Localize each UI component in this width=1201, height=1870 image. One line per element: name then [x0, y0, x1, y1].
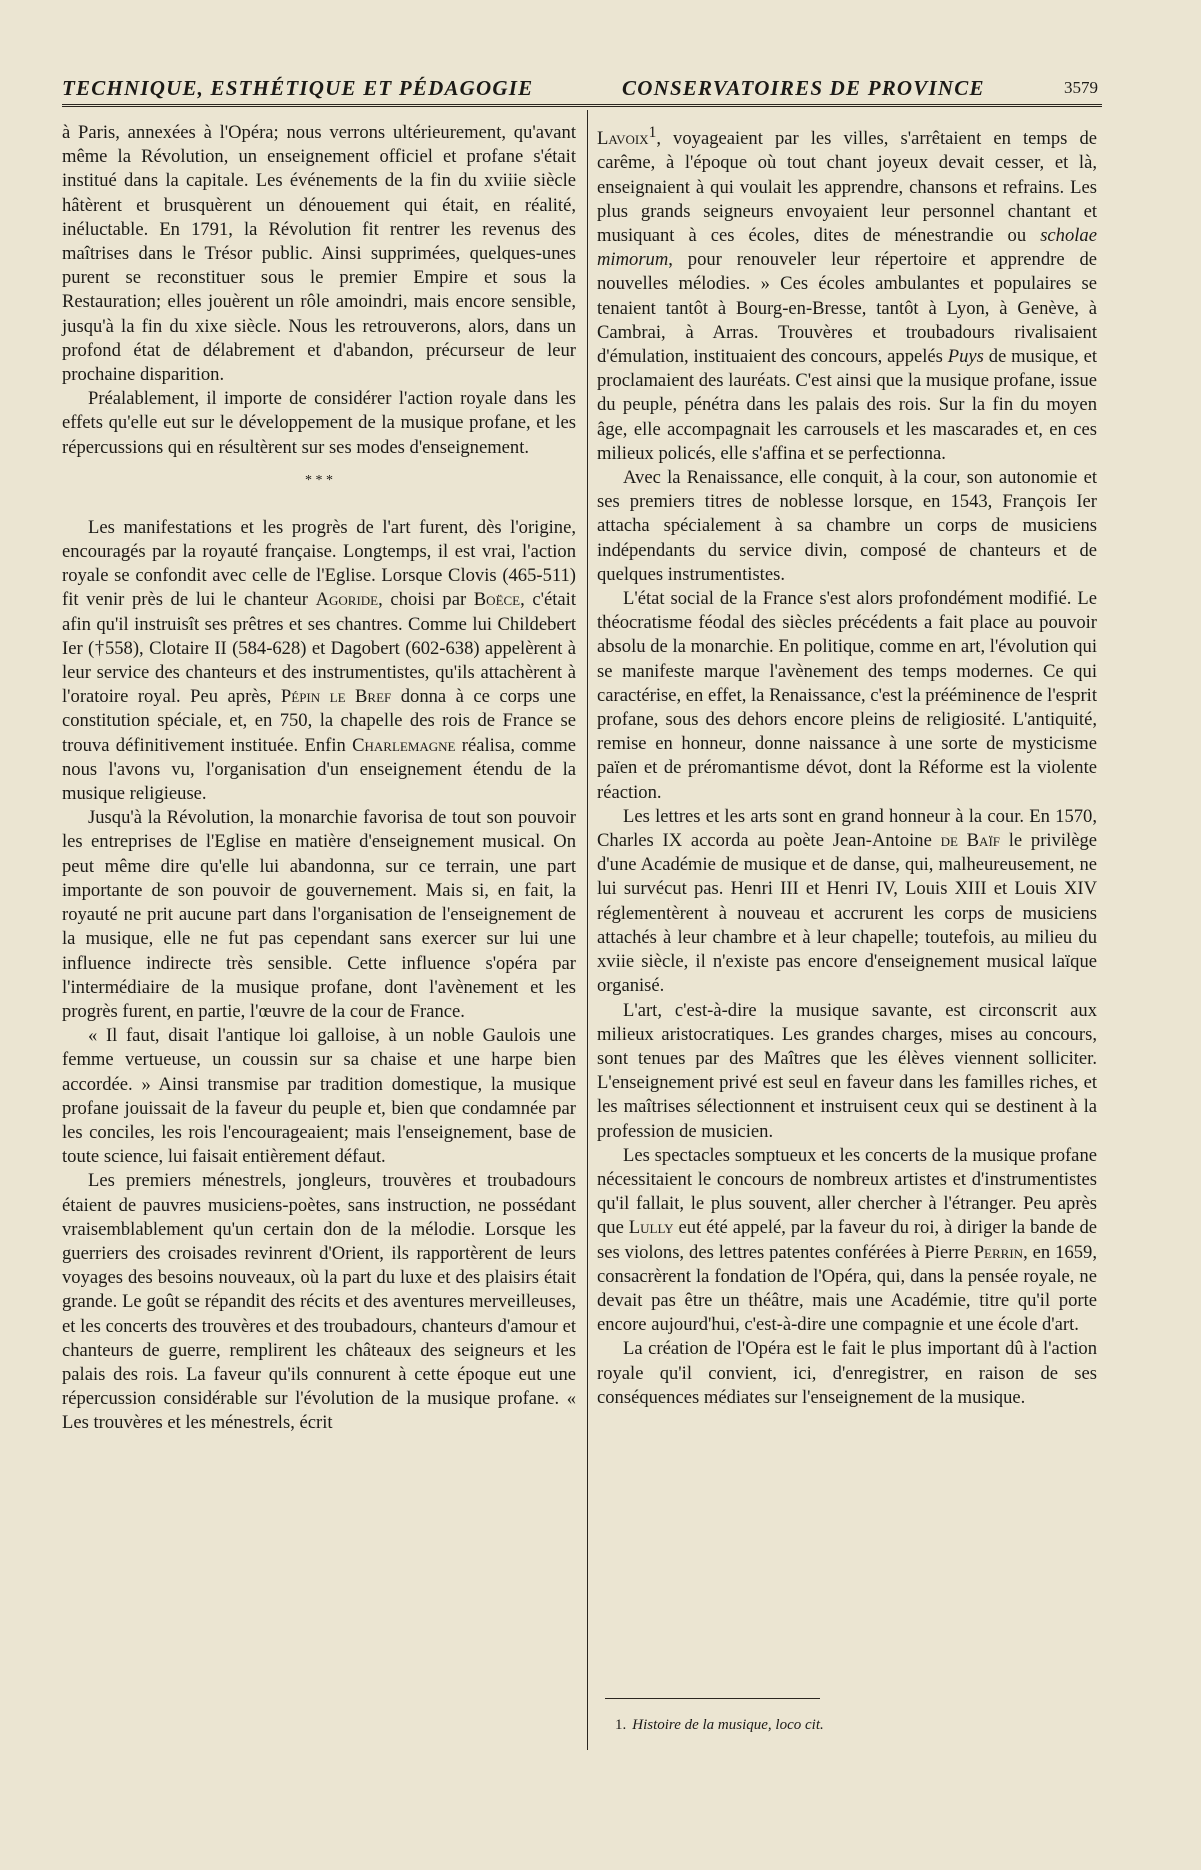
column-divider	[587, 110, 588, 1750]
footnote-rule	[605, 1698, 820, 1699]
left-column	[62, 121, 576, 1436]
name-boece: Boëce	[473, 589, 521, 611]
paragraph: à Paris, annexées à l'Opéra; nous verrons ultérieurement, qu'avant même la Révolution, un enseignement officiel et profane s'était institué dans la capitale. Les événements de la fin du xviiie siècle hâtèrent et brusquèrent un dénouement qui était, en réalité, inéluctable. En 1791, la Révolution fit rentrer les revenus des maîtrises dans le Trésor public. Ainsi supprimées, quelques-unes purent se reconstituer sous le premier Empire et sous la Restauration; elles jouèrent un rôle amoindri, mais encore sensible, jusqu'à la fin du xixe siècle. Nous les retrouverons, alors, dans un profond état de délabrement et d'abandon, précurseur de leur prochaine disparition.	[62, 122, 576, 386]
footnote-number: 1.	[615, 1717, 627, 1733]
name-charlemagne: Charlemagne	[352, 734, 456, 756]
paragraph: Lavoix$^1$, voyageaient par les villes, s'arrêtaient en temps de carême, à l'époque où tout chant joyeux devait cesser, et là, enseignaient à qui voulait les apprendre, chansons et refrains. Les plus grands seigneurs envoyaient leur personnel chantant et musiquant à ces écoles, dites de ménestrandie ou scholae mimorum, pour renouveler leur répertoire et apprendre de nouvelles mélodies. » Ces écoles ambulantes et populaires se tenaient tantôt à Bourg-en-Bresse, tantôt à Lyon, à Genève, à Cambrai, à Arras. Trouvères et troubadours rivalisaient d'émulation, instituaient des concours, appelés Puys de musique, et proclamaient des lauréats. C'est ainsi que la musique profane, issue du peuple, pénétra dans les palais des rois. Sur la fin du moyen âge, elle accompagnait les carrousels et les mascarades et, en ces milieux policés, elle s'affina et se perfectionna.	[597, 124, 1097, 464]
paragraph: Avec la Renaissance, elle conquit, à la cour, son autonomie et ses premiers titres de noblesse lorsque, en 1543, François Ier attacha spécialement à sa chambre un corps de musiciens indépendants du service divin, composé de chanteurs et de quelques instrumentistes.	[597, 467, 1097, 585]
paragraph: Préalablement, il importe de considérer l'action royale dans les effets qu'elle eut sur le développement de la musique profane, et les répercussions qui en résultèrent sur ses modes d'enseignement.	[62, 388, 576, 458]
name-lavoix: Lavoix	[597, 128, 649, 150]
running-header	[62, 76, 1102, 106]
header-left-title: TECHNIQUE, ESTHÉTIQUE ET PÉDAGOGIE	[62, 76, 534, 100]
paragraph: Jusqu'à la Révolution, la monarchie favorisa de tout son pouvoir les entreprises de l'Eglise en matière d'enseignement musical. On peut même dire qu'elle lui abandonna, sur ce terrain, une part importante de son pouvoir de gouvernement. Mais si, en fait, la royauté ne prit aucune part dans l'organisation de l'enseignement de la musique, elle ne fut pas cependant sans exercer sur lui une influence indirecte très sensible. Cette influence s'opéra par l'intermédiaire de la musique profane, dont l'avènement et les progrès furent, en partie, l'œuvre de la cour de France.	[62, 807, 576, 1022]
paragraph: « Il faut, disait l'antique loi galloise, à un noble Gaulois une femme vertueuse, un coussin sur sa chaise et une harpe bien accordée. » Ainsi transmise par tradition domestique, la musique profane jouissait de la faveur du peuple et, bien que condamnée par les conciles, les rois l'encourageaient; mais l'enseignement, base de toute science, lui faisait entièrement défaut.	[62, 1025, 576, 1168]
paragraph: La création de l'Opéra est le fait le plus important dû à l'action royale qu'il convient, ici, d'enregistrer, en raison de ses conséquences médiates sur l'enseignement de la musique.	[597, 1338, 1097, 1408]
footnote-marker: 1	[648, 124, 657, 141]
footnote-text: Histoire de la musique, loco cit.	[632, 1717, 824, 1733]
section-separator-stars: * * *	[305, 472, 333, 488]
paragraph: Les premiers ménestrels, jongleurs, trouvères et troubadours étaient de pauvres musiciens-poètes, sans instruction, ne possédant vraisemblablement qu'un certain don de la mélodie. Lorsque les guerriers des croisades revinrent d'Orient, ils rapportèrent de leurs voyages des besoins nouveaux, où la part du luxe et des plaisirs était grande. Le goût se répandit des récits et des aventures merveilleuses, et les concerts des trouvères et des troubadours, chanteurs d'amour et chanteurs de guerre, remplirent les châteaux des seigneurs et les palais des rois. La faveur qu'ils connurent à cette époque eut une répercussion considérable sur l'évolution de la musique profane. « Les trouvères et les ménestrels, écrit	[62, 1170, 576, 1434]
name-perrin: Perrin	[973, 1241, 1024, 1263]
footnote	[615, 1717, 824, 1734]
name-lully: Lully	[628, 1217, 674, 1239]
paragraph: Les spectacles somptueux et les concerts de la musique profane nécessitaient le concours de nombreux artistes et d'instrumentistes qu'il fallait, le plus souvent, aller chercher à l'étranger. Peu après que Lully eut été appelé, par la faveur du roi, à diriger la bande de ses violons, des lettres patentes conférées à Pierre Perrin, en 1659, consacrèrent la fondation de l'Opéra, qui, dans la pensée royale, ne devait pas être un théâtre, mais une Académie, titre qu'il porte encore aujourd'hui, c'est-à-dire une compagnie et une école d'art.	[597, 1144, 1098, 1336]
page-number: 3579	[1064, 78, 1098, 97]
name-agoride: Agoride	[315, 589, 379, 611]
paragraph: L'état social de la France s'est alors profondément modifié. Le théocratisme féodal des siècles précédents a fait place au pouvoir absolu de la monarchie. En politique, comme en art, l'évolution qui se manifeste marque l'avènement des temps modernes. Ce qui caractérise, en effet, la Renaissance, c'est la prééminence de l'esprit profane, sous des dehors encore pleins de religiosité. L'antiquité, remise en honneur, donne naissance à une sorte de mysticisme païen et de préromantisme dévot, dont la Réforme est la violente réaction.	[597, 588, 1097, 803]
header-rule	[62, 104, 1102, 107]
name-pepin: Pépin le Bref	[280, 686, 392, 708]
header-right-title: CONSERVATOIRES DE PROVINCE	[622, 76, 985, 100]
name-baif: de Baïf	[940, 830, 1001, 852]
paragraph: Les lettres et les arts sont en grand honneur à la cour. En 1570, Charles IX accorda au poète Jean-Antoine de Baïf le privilège d'une Académie de musique et de danse, qui, malheureusement, ne lui survécut pas. Henri III et Henri IV, Louis XIII et Louis XIV réglementèrent à nouveau et accrurent les corps de musiciens attachés à leur chambre et à leur chapelle; toutefois, au milieu du xviie siècle, il n'existe pas encore d'enseignement musical laïque organisé.	[597, 805, 1097, 997]
right-column	[597, 121, 1097, 1410]
paragraph: Les manifestations et les progrès de l'art furent, dès l'origine, encouragés par la royauté française. Longtemps, il est vrai, l'action royale se confondit avec celle de l'Eglise. Lorsque Clovis (465-511) fit venir près de lui le chanteur Agoride, choisi par Boëce, c'était afin qu'il instruisît ses prêtres et ses chantres. Comme lui Childebert Ier (†558), Clotaire II (584-628) et Dagobert (602-638) appelèrent à leur service des chanteurs et des instrumentistes, qu'ils attachèrent à l'oratoire royal. Peu après, Pépin le Bref donna à ce corps une constitution spéciale, et, en 750, la chapelle des rois de France se trouva définitivement instituée. Enfin Charlemagne réalisa, comme nous l'avons vu, l'organisation d'un enseignement étendu de la musique religieuse.	[62, 516, 576, 805]
paragraph: L'art, c'est-à-dire la musique savante, est circonscrit aux milieux aristocratiques. Les grandes charges, mises au concours, sont tenues par des Maîtres que les élèves viennent solliciter. L'enseignement privé est seul en faveur dans les familles riches, et les maîtrises sélectionnent et instruisent ceux qui se destinent à la profession de musicien.	[597, 999, 1097, 1142]
